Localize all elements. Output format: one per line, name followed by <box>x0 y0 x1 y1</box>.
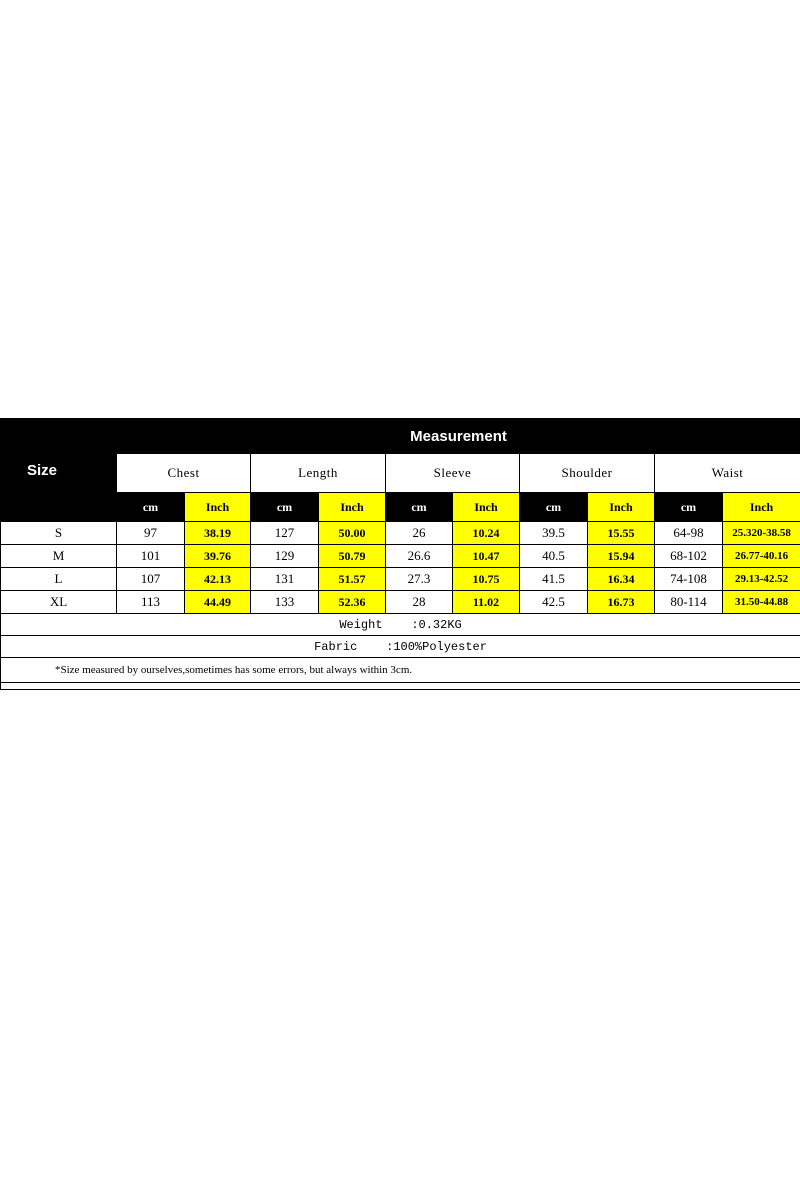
sleeve-inch-cell: 10.75 <box>453 568 520 591</box>
waist-cm-cell: 68-102 <box>655 545 723 568</box>
group-shoulder-label: Shoulder <box>561 465 613 480</box>
sleeve-cm-cell: 28 <box>386 591 453 614</box>
length-cm-cell: 131 <box>251 568 319 591</box>
length-cm-cell: 129 <box>251 545 319 568</box>
length-inch-cell: 51.57 <box>319 568 386 591</box>
group-chest <box>117 454 251 493</box>
size-cell: L <box>1 568 117 591</box>
fabric-row <box>1 636 800 658</box>
unit-inch-shoulder: Inch <box>588 493 655 522</box>
table-row <box>1 545 800 568</box>
unit-cm-sleeve: cm <box>386 493 453 522</box>
sleeve-inch-cell: 10.47 <box>453 545 520 568</box>
table-row <box>1 522 800 545</box>
waist-cm-cell: 74-108 <box>655 568 723 591</box>
shoulder-inch-cell: 16.34 <box>588 568 655 591</box>
chest-cm-cell: 107 <box>117 568 185 591</box>
group-waist <box>655 454 800 493</box>
unit-inch-waist: Inch <box>723 493 800 522</box>
shoulder-inch-cell: 15.55 <box>588 522 655 545</box>
unit-cm-length: cm <box>251 493 319 522</box>
sleeve-inch-cell: 10.24 <box>453 522 520 545</box>
length-inch-cell: 52.36 <box>319 591 386 614</box>
group-shoulder <box>520 454 655 493</box>
table-tail-cell <box>1 683 800 690</box>
shoulder-cm-cell: 41.5 <box>520 568 588 591</box>
chest-inch-cell: 42.13 <box>185 568 251 591</box>
group-waist-label: Waist <box>711 465 744 480</box>
chest-cm-cell: 101 <box>117 545 185 568</box>
length-cm-cell: 127 <box>251 522 319 545</box>
unit-cm-shoulder: cm <box>520 493 588 522</box>
chest-inch-cell: 44.49 <box>185 591 251 614</box>
group-sleeve <box>386 454 520 493</box>
shoulder-inch-cell: 16.73 <box>588 591 655 614</box>
length-inch-cell: 50.79 <box>319 545 386 568</box>
shoulder-cm-cell: 39.5 <box>520 522 588 545</box>
unit-inch-sleeve: Inch <box>453 493 520 522</box>
waist-inch-cell: 26.77-40.16 <box>723 545 800 568</box>
waist-inch-cell: 25.320-38.58 <box>723 522 800 545</box>
waist-cm-cell: 64-98 <box>655 522 723 545</box>
chest-cm-cell: 97 <box>117 522 185 545</box>
unit-inch-chest: Inch <box>185 493 251 522</box>
size-cell: M <box>1 545 117 568</box>
chest-inch-cell: 38.19 <box>185 522 251 545</box>
weight-row <box>1 614 800 636</box>
shoulder-inch-cell: 15.94 <box>588 545 655 568</box>
chest-cm-cell: 113 <box>117 591 185 614</box>
measurement-header: Measurement <box>117 419 800 454</box>
waist-inch-cell: 29.13-42.52 <box>723 568 800 591</box>
note-row <box>1 658 800 683</box>
size-cell: XL <box>1 591 117 614</box>
unit-cm-waist: cm <box>655 493 723 522</box>
length-inch-cell: 50.00 <box>319 522 386 545</box>
table-row <box>1 591 800 614</box>
size-note: *Size measured by ourselves,sometimes has some errors, but always within 3cm. <box>1 658 800 683</box>
group-length-label: Length <box>298 465 338 480</box>
unit-cm-chest: cm <box>117 493 185 522</box>
waist-cm-cell: 80-114 <box>655 591 723 614</box>
fabric-text: Fabric :100%Polyester <box>1 636 800 658</box>
shoulder-cm-cell: 40.5 <box>520 545 588 568</box>
chest-inch-cell: 39.76 <box>185 545 251 568</box>
table-row <box>1 568 800 591</box>
group-sleeve-label: Sleeve <box>433 465 472 480</box>
table-tail <box>1 683 800 690</box>
weight-text: Weight :0.32KG <box>1 614 800 636</box>
length-cm-cell: 133 <box>251 591 319 614</box>
shoulder-cm-cell: 42.5 <box>520 591 588 614</box>
group-chest-label: Chest <box>167 465 200 480</box>
sleeve-cm-cell: 27.3 <box>386 568 453 591</box>
size-chart <box>0 418 800 690</box>
group-length <box>251 454 386 493</box>
waist-inch-cell: 31.50-44.88 <box>723 591 800 614</box>
size-cell: S <box>1 522 117 545</box>
unit-row <box>1 493 800 522</box>
size-header: Size <box>1 419 117 522</box>
sleeve-cm-cell: 26 <box>386 522 453 545</box>
size-table <box>0 418 800 690</box>
unit-inch-length: Inch <box>319 493 386 522</box>
sleeve-cm-cell: 26.6 <box>386 545 453 568</box>
sleeve-inch-cell: 11.02 <box>453 591 520 614</box>
